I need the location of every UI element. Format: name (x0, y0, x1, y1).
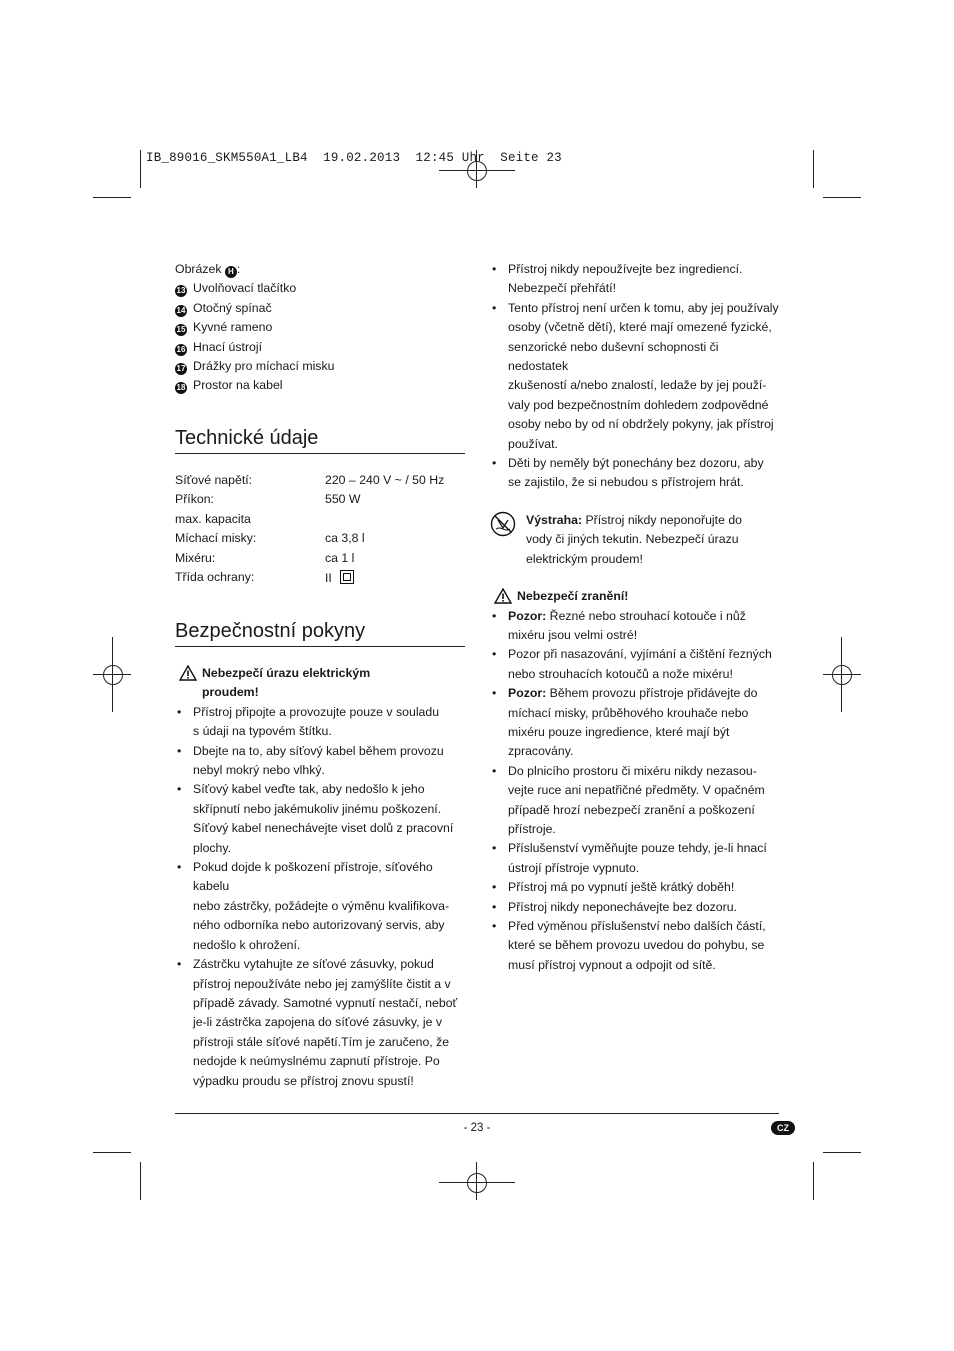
part-number-icon: 16 (176, 344, 186, 354)
figure-letter-icon: H (225, 266, 237, 278)
spec-label: Třída ochrany: (175, 570, 255, 584)
bullet-text: zpracovány. (508, 744, 574, 759)
footer-rule (175, 1113, 779, 1114)
electric-warning-title (175, 664, 465, 703)
list-item (175, 955, 465, 1091)
figure-legend-label: Prostor na kabel (193, 378, 283, 393)
list-item (490, 454, 780, 493)
injury-warning-title-text: Nebezpečí zranění! (517, 589, 629, 604)
bullet-line (508, 859, 780, 878)
safety-right-column (490, 260, 780, 975)
list-item (490, 917, 780, 975)
registration-mark (467, 1173, 487, 1193)
registration-mark-line (439, 1182, 515, 1183)
electric-warning-title-line: proudem! (202, 685, 259, 700)
crop-mark (813, 1162, 814, 1200)
bullet-line: přístroj nepoužíváte nebo jej zamýšlíte čistit a v (193, 976, 451, 991)
bullet-line: nebo zástrčky, požádejte o výměnu kvalifikova- (193, 898, 450, 913)
part-number-icon: 17 (176, 364, 186, 374)
warning-triangle-icon (494, 588, 512, 604)
bullet-line: nebyl mokrý nebo vlhký. (193, 763, 325, 778)
bullet-text: Přístroj má po vypnutí ještě krátký doběh! (508, 880, 735, 895)
figure-legend-label: Uvolňovací tlačítko (193, 281, 297, 296)
figure-title-label: Obrázek (175, 262, 222, 276)
registration-mark-line (439, 170, 515, 171)
bullet-line: • Pokud dojde k poškození přístroje, síťového kabelu (193, 860, 433, 894)
bullet-line (508, 626, 780, 645)
bullet-text: případě hrozí nebezpečí zranění a poškození (508, 802, 755, 817)
crop-mark (93, 1152, 131, 1153)
language-badge: CZ (771, 1121, 795, 1135)
crop-mark (823, 1152, 861, 1153)
page-number: - 23 - (463, 1122, 491, 1134)
bullet-line: ného odborníka nebo autorizovaný servis, aby (193, 918, 445, 933)
bullet-line: Nebezpečí přehřátí! (508, 281, 617, 296)
spec-value: ca 3,8 l (325, 531, 365, 546)
bullet-text: vejte ruce ani nepatřičné předměty. V opačném (508, 783, 765, 798)
list-item (175, 703, 465, 742)
bullet-text: musí přístroj vypnout a odpojit od sítě. (508, 957, 716, 972)
registration-mark-line (823, 674, 861, 675)
bullet-line (508, 917, 780, 936)
bullet-text: ústrojí přístroje vypnuto. (508, 860, 640, 875)
figure-legend-item (175, 376, 465, 395)
bullet-line (508, 742, 780, 761)
part-number-icon: 14 (176, 305, 186, 315)
bullet-line (508, 781, 780, 800)
bullet-line: • Dbejte na to, aby síťový kabel během provozu (193, 743, 444, 758)
registration-mark (103, 665, 123, 685)
spec-label: max. kapacita (175, 511, 251, 526)
registration-mark-line (112, 637, 113, 712)
water-warning-line (526, 530, 780, 549)
bullet-text: nebo strouhacích kotoučů a nože mixéru! (508, 666, 733, 681)
figure-legend-label: Drážky pro míchací misku (193, 359, 335, 374)
bullet-line (508, 704, 780, 723)
crop-mark (140, 150, 141, 188)
bullet-line: se zajistilo, že si nebudou s přístrojem hrát. (508, 475, 744, 490)
section-heading-technical: Technické údaje (175, 427, 465, 454)
bullet-line: valy pod bezpečnostním dohledem zodpovědné (508, 397, 769, 412)
bullet-line: zkušeností a/nebo znalostí, ledaže by jej použí- (508, 378, 767, 393)
spec-label: Síťové napětí: (175, 473, 253, 487)
crop-mark (93, 197, 131, 198)
bullet-line: osoby (včetně dětí), které mají omezené fyzické, (508, 320, 772, 335)
part-number-icon: 15 (176, 325, 186, 335)
list-item (490, 645, 780, 684)
bullet-line: případě závady. Samotné vypnutí nestačí, neboť (193, 995, 458, 1010)
bullet-line: přístroji stále síťové napětí.Tím je zaručeno, že (193, 1034, 450, 1049)
list-item (490, 607, 780, 646)
spec-label: Příkon: (175, 492, 214, 507)
bullet-text: Příslušenství vyměňujte pouze tehdy, je-li hnací (508, 841, 767, 856)
spec-value: II (325, 570, 354, 585)
bullet-line: nedojde k neúmyslnému zapnutí přístroje. Po (193, 1054, 440, 1069)
spec-value: 550 W (325, 492, 361, 507)
bullet-text: Do plnicího prostoru či mixéru nikdy nezasou- (508, 763, 757, 778)
list-item (490, 762, 780, 840)
list-item (175, 780, 465, 858)
list-item (175, 858, 465, 955)
list-item (490, 878, 780, 897)
bullet-line: je-li zástrčka zapojena do síťové zásuvky, je v (193, 1015, 443, 1030)
bullet-text: Během provozu přístroje přidávejte do (546, 686, 758, 701)
bullet-line: nedošlo k ohrožení. (193, 937, 301, 952)
bullet-line: výpadku proudu se přístroj znovu spustí! (193, 1073, 414, 1088)
figure-legend-label: Kyvné rameno (193, 320, 273, 335)
electric-warning-title-line: Nebezpečí úrazu elektrickým (202, 666, 371, 680)
bullet-line (508, 839, 780, 858)
figure-legend-item (175, 299, 465, 318)
bullet-text: které se během provozu uvedou do pohybu, se (508, 938, 765, 953)
bullet-line (508, 645, 780, 664)
bullet-line (508, 684, 780, 703)
bullet-text: přístroje. (508, 821, 556, 836)
figure-legend (175, 260, 465, 396)
bullet-line (508, 878, 780, 897)
bullet-line: • Síťový kabel veďte tak, aby nedošlo k jeho (193, 782, 425, 797)
water-warning-line (526, 550, 780, 569)
figure-legend-item (175, 357, 465, 376)
bullet-text: mixéru pouze ingredience, které mají být (508, 724, 730, 739)
bullet-text: Řezné nebo strouhací kotouče i nůž (546, 608, 746, 623)
crop-mark (813, 150, 814, 188)
bullet-line (508, 762, 780, 781)
bullet-line: • Přístroj připojte a provozujte pouze v souladu (193, 704, 440, 719)
figure-legend-label: Hnací ústrojí (193, 339, 263, 354)
bullet-text: Přístroj nikdy neponechávejte bez dozoru. (508, 899, 737, 914)
list-item (490, 898, 780, 917)
list-item (490, 684, 780, 762)
bold-prefix: Pozor: (508, 686, 547, 701)
bullet-line: • Přístroj nikdy nepoužívejte bez ingrediencí. (508, 262, 743, 276)
no-immersion-icon (490, 511, 516, 537)
water-warning-label: Výstraha: (526, 512, 583, 527)
water-warning-text: vody či jiných tekutin. Nebezpečí úrazu (526, 532, 739, 547)
figure-legend-label: Otočný spínač (193, 300, 272, 315)
bold-prefix: Pozor: (508, 608, 547, 623)
warning-triangle-icon (179, 665, 197, 681)
bullet-line (508, 820, 780, 839)
spec-value: 220 – 240 V ~ / 50 Hz (325, 473, 445, 487)
bullet-line: skřípnutí nebo jakémukoliv jinému poškození. (193, 801, 442, 816)
list-item (490, 839, 780, 878)
spec-label: Mixéru: (175, 550, 216, 565)
bullet-line (508, 936, 780, 955)
figure-title-colon: : (236, 262, 241, 276)
bullet-line: senzorické nebo duševní schopnosti či nedostatek (508, 339, 719, 374)
registration-mark-line (476, 1162, 477, 1200)
print-slug: IB_89016_SKM550A1_LB4 19.02.2013 12:45 Uhr Seite 23 (146, 151, 562, 165)
spec-value: ca 1 l (325, 550, 355, 565)
bullet-line: • Děti by neměly být ponechány bez dozoru, aby (508, 456, 764, 471)
bullet-line: plochy. (193, 840, 232, 855)
figure-title (175, 260, 465, 279)
section-heading-safety: Bezpečnostní pokyny (175, 620, 465, 647)
list-item (490, 299, 780, 454)
part-number-icon: 18 (176, 383, 186, 393)
bullet-line: osoby nebo by od ní obdržely pokyny, jak přístroj (508, 417, 774, 432)
list-item (175, 742, 465, 781)
spec-label: Míchací misky: (175, 531, 257, 546)
figure-legend-item (175, 279, 465, 298)
bullet-text: mixéru jsou velmi ostré! (508, 627, 638, 642)
bullet-line (508, 898, 780, 917)
bullet-line (508, 665, 780, 684)
bullet-line (508, 801, 780, 820)
bullet-text: Před výměnou příslušenství nebo dalších částí, (508, 919, 766, 933)
bullet-line (508, 956, 780, 975)
water-warning-line (526, 511, 780, 530)
bullet-line: s údaji na typovém štítku. (193, 724, 332, 739)
water-warning-text: Přístroj nikdy neponořujte do (582, 512, 742, 527)
crop-mark (823, 197, 861, 198)
bullet-line: • Tento přístroj není určen k tomu, aby jej používaly (508, 300, 779, 315)
safety-left-column (175, 664, 465, 1091)
injury-warning-title (490, 587, 780, 606)
crop-mark (140, 1162, 141, 1200)
protection-class-ii-inner (343, 573, 351, 581)
bullet-line: Síťový kabel nenechávejte viset dolů z pracovní (193, 821, 454, 836)
bullet-text: Pozor při nasazování, vyjímání a čištění řezných (508, 647, 772, 662)
water-warning-text: elektrickým proudem! (526, 551, 643, 566)
water-warning (490, 511, 780, 569)
registration-mark-line (841, 637, 842, 712)
list-item (490, 260, 780, 299)
figure-legend-item (175, 318, 465, 337)
bullet-line: používat. (508, 436, 558, 451)
part-number-icon: 13 (176, 286, 186, 296)
bullet-line (508, 723, 780, 742)
bullet-line: • Zástrčku vytahujte ze síťové zásuvky, pokud (193, 957, 434, 972)
protection-class-ii-icon (340, 570, 354, 584)
bullet-line (508, 607, 780, 626)
registration-mark (832, 665, 852, 685)
bullet-text: míchací misky, průběhového krouhače nebo (508, 705, 749, 720)
figure-legend-item (175, 338, 465, 357)
